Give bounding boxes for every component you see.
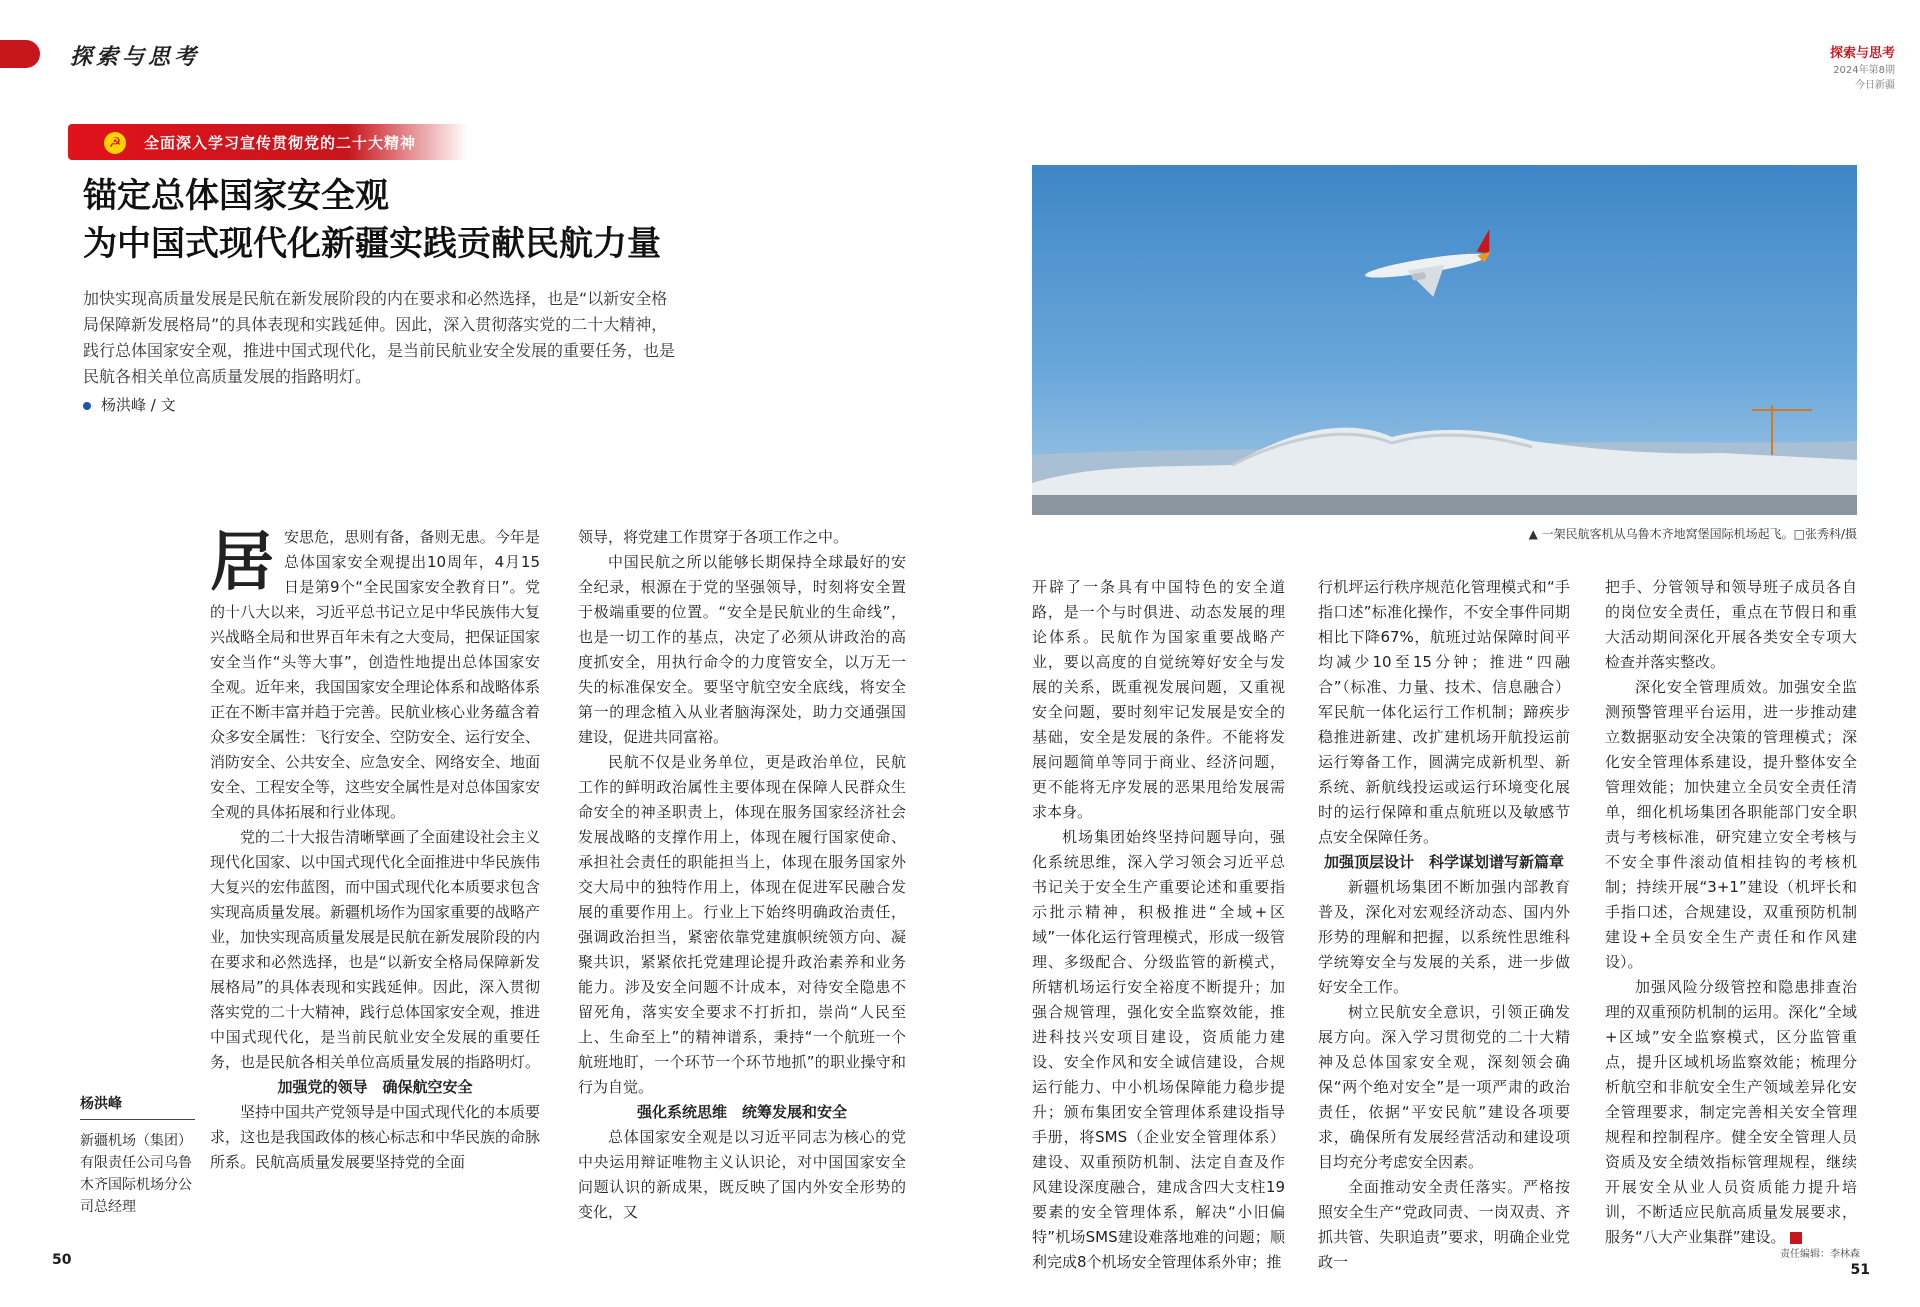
paragraph: 开辟了一条具有中国特色的安全道路，是一个与时俱进、动态发展的理论体系。民航作为国家重要战略产业，要以高度的自觉统筹好安全与发展的关系，既重视发展问题，又重视安全问题，要时刻牢记发展是安全的基础，安全是发展的条件。不能将发展问题简单等同于商业、经济问题，更不能将无序发展的恶果甩给发展需求本身。 <box>1032 578 1285 821</box>
paragraph: 深化安全管理质效。加强安全监测预警管理平台运用，进一步推动建立数据驱动安全决策的管理模式；深化安全管理体系建设，提升整体安全管理效能；加快建立全员安全责任清单，细化机场集团各职能部门安全职责与考核标准，研究建立安全考核与不安全事件滚动值相挂钩的考核机制；持续开展“3+1”建设（机坪长和手指口述，合规建设，双重预防机制建设+全员安全生产责任和作风建设）。 <box>1605 678 1857 971</box>
subheading: 加强党的领导 确保航空安全 <box>277 1078 473 1096</box>
author-desc: 新疆机场（集团）有限责任公司乌鲁木齐国际机场分公司总经理 <box>80 1133 192 1215</box>
title-line-1: 锚定总体国家安全观 <box>83 176 389 216</box>
airport-photo-illustration <box>1032 165 1857 515</box>
paragraph <box>1605 975 1857 1250</box>
paragraph: 坚持中国共产党领导是中国式现代化的本质要求，这也是我国政体的核心标志和中华民族的命脉所系。民航高质量发展要坚持党的全面 <box>210 1103 541 1171</box>
editor-credit: 责任编辑：李林森 <box>1780 1249 1860 1260</box>
paragraph: 党的二十大报告清晰擘画了全面建设社会主义现代化国家、以中国式现代化全面推进中华民族伟大复兴的宏伟蓝图，而中国式现代化本质要求包含实现高质量发展。新疆机场作为国家重要的战略产业，加快实现高质量发展是民航在新发展阶段的内在要求和必然选择，也是“以新安全格局保障新发展格局”的具体表现和实践延伸。因此，深入贯彻落实党的二十大精神，践行总体国家安全观，推进中国式现代化，是当前民航业安全发展的重要任务，也是民航各相关单位高质量发展的指路明灯。 <box>210 828 541 1071</box>
magazine-section-label: 探索与思考 <box>1829 46 1895 61</box>
party-emblem-icon: ☭ <box>104 132 126 154</box>
article-intro: 加快实现高质量发展是民航在新发展阶段的内在要求和必然选择，也是“以新安全格局保障新发展格局”的具体表现和实践延伸。因此，深入贯彻落实党的二十大精神，践行总体国家安全观，推进中国式现代化，是当前民航业安全发展的重要任务，也是民航各相关单位高质量发展的指路明灯。 <box>83 289 676 386</box>
paragraph: 新疆机场集团不断加强内部教育普及，深化对宏观经济动态、国内外形势的理解和把握，以系统性思维科学统筹安全与发展的关系，进一步做好安全工作。 <box>1318 878 1570 996</box>
paragraph: 领导，将党建工作贯穿于各项工作之中。 <box>578 528 849 546</box>
page-number-left: 50 <box>52 1252 72 1268</box>
drop-cap: 居 <box>210 525 274 600</box>
photo-caption: ▲ 一架民航客机从乌鲁木齐地窝堡国际机场起飞。□张秀科/摄 <box>1528 527 1857 541</box>
banner-text: 全面深入学习宣传贯彻党的二十大精神 <box>144 134 417 152</box>
paragraph: 树立民航安全意识，引领正确发展方向。深入学习贯彻党的二十大精神及总体国家安全观，深刻领会确保“两个绝对安全”是一项严肃的政治责任，依据“平安民航”建设各项要求，确保所有发展经营活动和建设项目均充分考虑安全因素。 <box>1318 1003 1570 1171</box>
magazine-header <box>1830 42 1895 91</box>
author-box <box>80 1093 195 1218</box>
magazine-badge: 今日新疆 <box>1855 80 1895 91</box>
paragraph: 机场集团始终坚持问题导向，强化系统思维，深入学习领会习近平总书记关于安全生产重要论述和重要指示批示精神，积极推进“全域+区域”一体化运行管理模式，形成一级管理、多级配合、分级监管的新模式，所辖机场运行安全裕度不断提升；加强合规管理，强化安全监察效能，推进科技兴安项目建设，资质能力建设、安全作风和安全诚信建设，合规运行能力、中小机场保障能力稳步提升；颁布集团安全管理体系建设指导手册，将SMS（企业安全管理体系）建设、双重预防机制、法定自查及作风建设深度融合，建成含四大支柱19要素的安全管理体系，解决“小旧偏特”机场SMS建设难落地难的问题；顺利完成8个机场安全管理体系外审；推 <box>1032 828 1285 1271</box>
paragraph: 总体国家安全观是以习近平同志为核心的党中央运用辩证唯物主义认识论，对中国国家安全问题认识的新成果，既反映了国内外安全形势的变化，又 <box>578 1128 906 1221</box>
paragraph: 中国民航之所以能够长期保持全球最好的安全纪录，根源在于党的坚强领导，时刻将安全置于极端重要的位置。“安全是民航业的生命线”，也是一切工作的基点，决定了必须从讲政治的高度抓安全，用执行命令的力度管安全，以万无一失的标准保安全。要坚守航空安全底线，将安全第一的理念植入从业者脑海深处，助力交通强国建设，促进共同富裕。 <box>578 553 906 746</box>
byline-text: 杨洪峰 / 文 <box>101 396 176 414</box>
text-column-5 <box>1605 575 1857 1250</box>
paragraph-text: 加强风险分级管控和隐患排查治理的双重预防机制的运用。深化“全域+区域”安全监察模式，区分监管重点，提升区域机场监察效能；梳理分析航空和非航安全生产领域差异化安全管理要求，制定完善相关安全管理规程和控制程序。健全安全管理人员资质及安全绩效指标管理规程，继续开展安全从业人员资质能力提升培训，不断适应民航高质量发展要求，服务“八大产业集群”建设。 <box>1605 978 1857 1246</box>
paragraph: 全面推动安全责任落实。严格按照安全生产“党政同责、一岗双责、齐抓共管、失职追责”要求，明确企业党政一 <box>1318 1178 1570 1271</box>
text-column-3 <box>1032 575 1285 1275</box>
issue-label: 2024年第8期 <box>1833 65 1895 76</box>
author-name: 杨洪峰 <box>80 1093 195 1120</box>
end-mark-icon <box>1790 1232 1802 1244</box>
paragraph: 把手、分管领导和领导班子成员各自的岗位安全责任，重点在节假日和重大活动期间深化开展各类安全专项大检查并落实整改。 <box>1605 578 1857 671</box>
theme-banner <box>68 124 468 160</box>
byline <box>83 394 176 415</box>
airport-photo <box>1032 165 1857 515</box>
text-column-4 <box>1318 575 1570 1275</box>
paragraph: 安思危，思则有备，备则无患。今年是总体国家安全观提出10周年，4月15日是第9个“全民国家安全教育日”。党的十八大以来，习近平总书记立足中华民族伟大复兴战略全局和世界百年未有之大变局，把保证国家安全当作“头等大事”，创造性地提出总体国家安全观。近年来，我国国家安全理论体系和战略体系正在不断丰富并趋于完善。民航业核心业务蕴含着众多安全属性：飞行安全、空防安全、运行安全、消防安全、公共安全、应急安全、网络安全、地面安全、工程安全等，这些安全属性是对总体国家安全观的具体拓展和行业体现。 <box>210 528 541 821</box>
text-column-1 <box>210 525 540 1175</box>
paragraph: 行机坪运行秩序规范化管理模式和“手指口述”标准化操作，不安全事件同期相比下降67%，航班过站保障时间平均减少10至15分钟；推进“四融合”（标准、力量、技术、信息融合）军民航一体化运行工作机制；蹄疾步稳推进新建、改扩建机场开航投运前运行筹备工作，圆满完成新机型、新系统、新航线投运或运行环境变化展时的运行保障和重点航班以及敏感节点安全保障任务。 <box>1318 578 1570 846</box>
subheading: 加强顶层设计 科学谋划谱写新篇章 <box>1323 853 1564 871</box>
bullet-icon <box>83 402 91 410</box>
text-column-2 <box>578 525 906 1225</box>
paragraph: 民航不仅是业务单位，更是政治单位，民航工作的鲜明政治属性主要体现在保障人民群众生命安全的神圣职责上，体现在服务国家经济社会发展战略的支撑作用上，体现在履行国家使命、承担社会责任的职能担当上，体现在服务国家外交大局中的独特作用上，体现在促进军民融合发展的重要作用上。行业上下始终明确政治责任，强调政治担当，紧密依靠党建旗帜统领方向、凝聚共识，紧紧依托党建理论提升政治素养和业务能力。涉及安全问题不计成本，对待安全隐患不留死角，落实安全要求不打折扣，崇尚“人民至上、生命至上”的精神谱系，秉持“一个航班一个航班地盯，一个环节一个环节地抓”的职业操守和行为自觉。 <box>578 753 906 1096</box>
subheading: 强化系统思维 统筹发展和安全 <box>636 1103 847 1121</box>
article-title <box>83 172 763 268</box>
section-tag-marker <box>0 40 40 68</box>
section-title: 探索与思考 <box>70 44 201 70</box>
title-line-2: 为中国式现代化新疆实践贡献民航力量 <box>83 224 661 264</box>
page-number-right: 51 <box>1850 1262 1870 1278</box>
